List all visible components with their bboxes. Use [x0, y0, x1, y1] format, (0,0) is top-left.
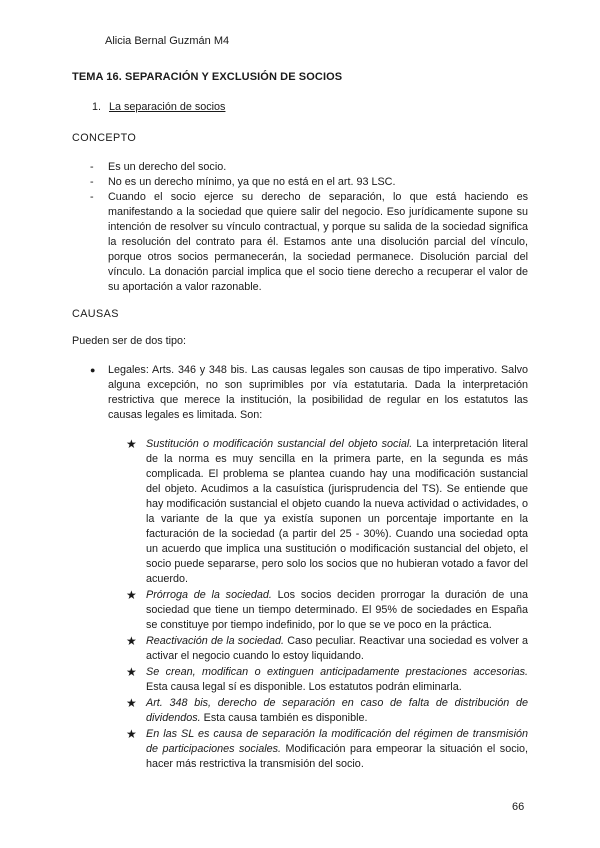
bullet-icon: ●: [90, 365, 96, 375]
item-title: Prórroga de la sociedad.: [146, 589, 272, 601]
causas-intro: Pueden ser de dos tipo:: [72, 335, 187, 347]
item-title: Sustitución o modificación sustancial del objeto social.: [146, 438, 413, 450]
star-icon: ★: [126, 588, 137, 602]
star-icon: ★: [126, 696, 137, 710]
item-text: Modificación para empeorar la situación el socio, hacer más restrictiva la transmisión del socio.: [146, 743, 528, 770]
item-text: Caso peculiar. Reactivar una sociedad es volver a activar el negocio cuando lo estoy liquidando.: [146, 635, 528, 662]
star-icon: ★: [126, 727, 137, 741]
star-icon: ★: [126, 634, 137, 648]
star-icon: ★: [126, 437, 137, 451]
item-text: La interpretación literal de la norma es muy sencilla en la primera parte, en la segunda es más complicada. El problema se plantea cuando hay una modificación sustancial del objeto. Acudimos a la casuística (jurisprudencia del TS). Se entiende que hay modificación sustancial el objeto cuando la nueva actividad o actividades, o la variante de la que ya existía suponen un porcentaje importante en la facturación de la sociedad (a partir del 25 - 30%). Cuando una sociedad opta un acuerdo que implica una sustitución o modificación sustancial del objeto, el socio puede separarse, pero solo los socios que no hubieran votado a favor del acuerdo.: [146, 438, 528, 585]
concepto-list: [90, 160, 528, 295]
list-item: [126, 665, 528, 695]
item-title: En las SL es causa de separación la modificación del régimen de transmisión de participaciones sociales.: [146, 728, 528, 755]
item-text: Los socios deciden prorrogar la duración de una sociedad que tiene un tiempo determinado. El 95% de sociedades en España se constituye por tiempo indefinido, por lo que se ve poco en la práctica.: [146, 589, 528, 631]
section-number: 1.: [92, 101, 102, 113]
list-item: [126, 634, 528, 664]
item-text: Esta causa también es disponible.: [200, 712, 368, 724]
star-icon: ★: [126, 665, 137, 679]
page-number: 66: [512, 801, 525, 813]
section-heading: [92, 100, 225, 115]
list-item: - Es un derecho del socio.: [90, 160, 528, 175]
legales-text: Legales: Arts. 346 y 348 bis. Las causas legales son causas de tipo imperativo. Salvo alguna excepción, no son suprimibles por vía estatutaria. Dada la interpretación restrictiva que merece la institución, la posibilidad de regular en los estatutos las causas legales es limitada. Son:: [108, 364, 528, 421]
legales-bullet: [90, 363, 528, 423]
item-title: Se crean, modifican o extinguen anticipadamente prestaciones accesorias.: [146, 666, 528, 678]
item-title: Art. 348 bis, derecho de separación en caso de falta de distribución de dividendos.: [146, 697, 528, 724]
causas-star-list: [126, 437, 528, 773]
causas-heading: CAUSAS: [72, 308, 119, 320]
concepto-heading: CONCEPTO: [72, 132, 137, 144]
author-header: Alicia Bernal Guzmán M4: [105, 35, 230, 47]
list-item: [126, 727, 528, 772]
item-title: Reactivación de la sociedad.: [146, 635, 285, 647]
list-item: - Cuando el socio ejerce su derecho de separación, lo que está haciendo es manifestando a la sociedad que quiere salir del negocio. Eso jurídicamente supone su intención de resolver su vínculo contractual, y porque su salida de la sociedad significa la resolución del contrato para él. Estamos ante una disolución parcial del vínculo, porque otros socios permanecerán, la sociedad permanece. Disolución parcial del vínculo. La donación parcial implica que el socio tiene derecho a recuperar el valor de su aportación a valor razonable.: [90, 190, 528, 295]
list-item: [126, 588, 528, 633]
item-text: Esta causa legal sí es disponible. Los estatutos podrán eliminarla.: [146, 681, 462, 693]
list-item: [126, 437, 528, 587]
list-item: [126, 696, 528, 726]
topic-title: TEMA 16. SEPARACIÓN Y EXCLUSIÓN DE SOCIOS: [72, 71, 343, 83]
section-title: La separación de socios: [109, 101, 226, 113]
list-item: - No es un derecho mínimo, ya que no está en el art. 93 LSC.: [90, 175, 528, 190]
